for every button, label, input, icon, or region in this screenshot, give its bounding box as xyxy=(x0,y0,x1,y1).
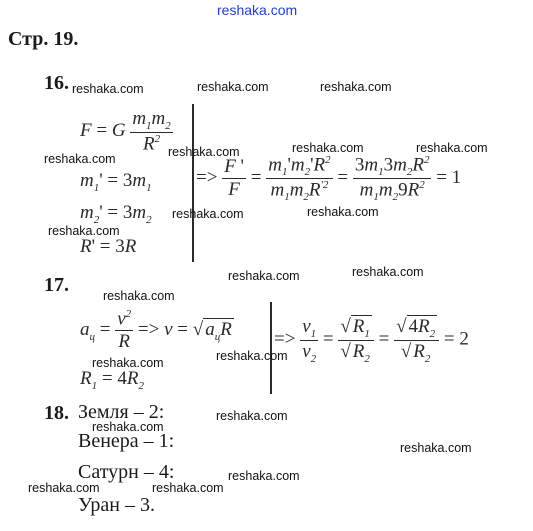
task-18-line-venus: Венера – 1: xyxy=(78,430,175,452)
watermark: reshaka.com xyxy=(216,349,288,363)
watermark: reshaka.com xyxy=(352,265,424,279)
watermark: reshaka.com xyxy=(292,141,364,155)
task-16-mass1: $m_1' = 3m_1$ xyxy=(80,170,152,194)
watermark: reshaka.com xyxy=(92,420,164,434)
watermark: reshaka.com xyxy=(103,289,175,303)
task-16-radius: R' = 3R xyxy=(80,236,137,257)
watermark: reshaka.com xyxy=(48,224,120,238)
task-17-result: => $\frac{v_1}{v_2}$ = $\frac{√ R_1}{√ R_2}$ = $\frac{√ 4R_2}{√ R_2}$ = 2 xyxy=(274,316,469,365)
task-18-line-earth: Земля – 2: xyxy=(78,401,165,423)
task-18-line-saturn: Сатурн – 4: xyxy=(78,461,175,483)
watermark: reshaka.com xyxy=(44,152,116,166)
task-17-formula-acceleration: $a_ц$ = $\frac{v^2}{R}$ => v = √ $a_цR$ xyxy=(80,308,232,353)
page-title: Стр. 19. xyxy=(8,28,79,50)
task-16-number: 16. xyxy=(44,72,69,94)
task-17-divider xyxy=(270,302,272,394)
watermark: reshaka.com xyxy=(152,481,224,495)
watermark: reshaka.com xyxy=(228,469,300,483)
task-16-formula-gravity: F = G $\frac{m_1m_2}{R^2}$ xyxy=(80,108,171,155)
watermark: reshaka.com xyxy=(197,80,269,94)
watermark: reshaka.com xyxy=(307,205,379,219)
task-16-divider xyxy=(192,104,194,262)
watermark: reshaka.com xyxy=(228,269,300,283)
task-17-number: 17. xyxy=(44,274,69,296)
watermark: reshaka.com xyxy=(168,145,240,159)
task-18-number: 18. xyxy=(44,402,69,424)
task-16-mass2: $m_2' = 3m_2$ xyxy=(80,202,152,226)
watermark: reshaka.com xyxy=(92,356,164,370)
watermark: reshaka.com xyxy=(28,481,100,495)
task-17-radius-relation: $R_1 = 4R_2$ xyxy=(80,368,144,392)
task-16-result: => $\frac{F '}{F}$ = $\frac{m_1'm_2'R^2}{m_1m_2R^{'2}}$ = $\frac{3m_13m_2R^2}{m_1m_29R^2}$ = 1 xyxy=(196,154,462,204)
watermark: reshaka.com xyxy=(320,80,392,94)
watermark: reshaka.com xyxy=(172,207,244,221)
watermark: reshaka.com xyxy=(216,409,288,423)
watermark-top[interactable]: reshaka.com xyxy=(217,2,298,18)
watermark: reshaka.com xyxy=(72,82,144,96)
task-18-line-uranus: Уран – 3. xyxy=(78,494,155,516)
watermark: reshaka.com xyxy=(416,141,488,155)
watermark: reshaka.com xyxy=(400,441,472,455)
